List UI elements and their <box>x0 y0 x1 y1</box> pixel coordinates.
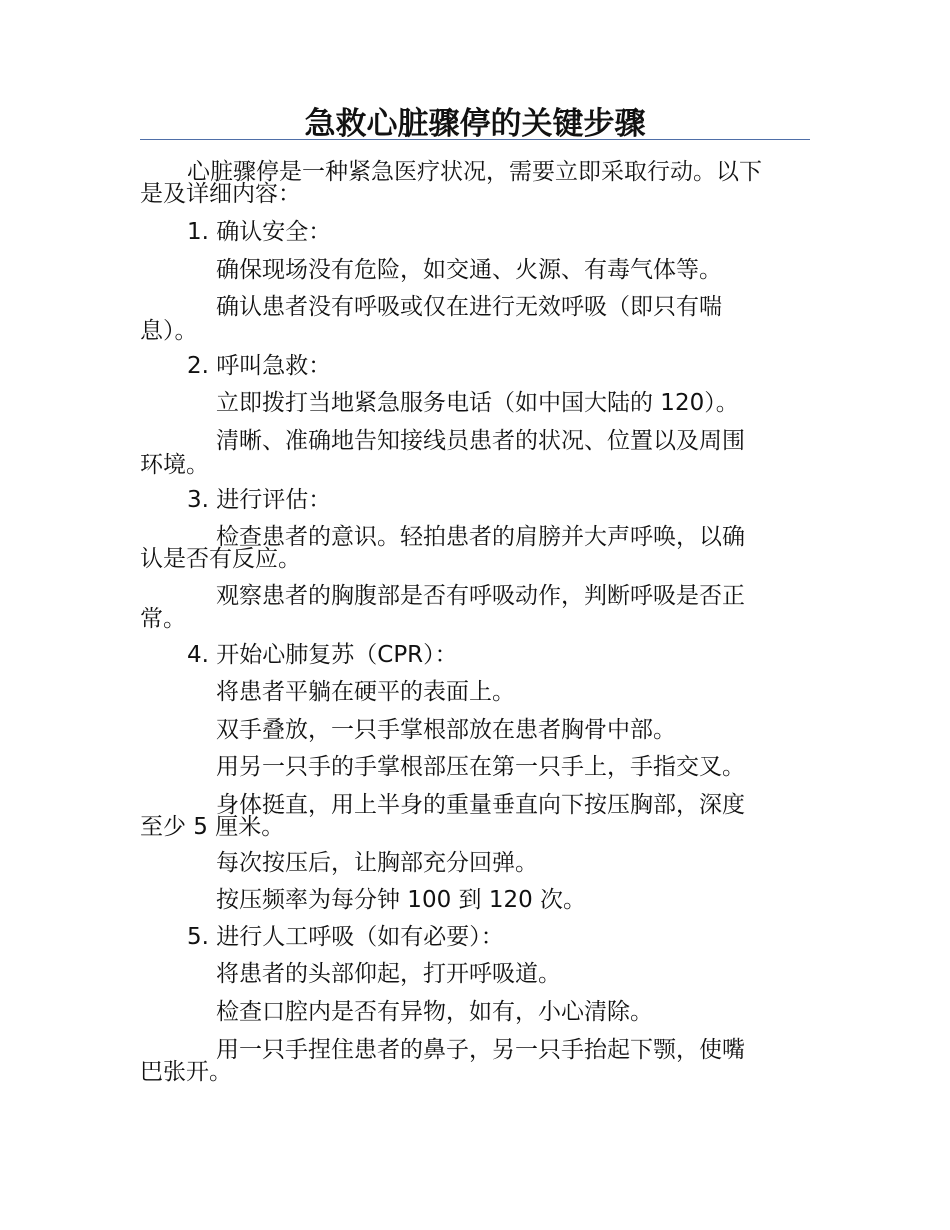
section-2-item-2: 清晰、准确地告知接线员患者的状况、位置以及周围 <box>216 428 745 454</box>
section-4-heading: 4. 开始心肺复苏（CPR）： <box>187 642 458 668</box>
section-2-heading: 2. 呼叫急救： <box>187 353 332 379</box>
section-2-item-1: 立即拨打当地紧急服务电话（如中国大陆的 120）。 <box>216 390 739 416</box>
intro-line-1: 心脏骤停是一种紧急医疗状况，需要立即采取行动。以下 <box>187 159 762 185</box>
section-3-item-2-cont: 常。 <box>140 606 186 632</box>
section-2-item-2-cont: 环境。 <box>140 452 209 478</box>
section-3-item-1: 检查患者的意识。轻拍患者的肩膀并大声呼唤，以确 <box>216 524 745 550</box>
section-4-item-3: 用另一只手的手掌根部压在第一只手上，手指交叉。 <box>216 754 745 780</box>
section-4-item-4: 身体挺直，用上半身的重量垂直向下按压胸部，深度 <box>216 792 745 818</box>
section-3-heading: 3. 进行评估： <box>187 487 332 513</box>
section-5-item-2: 检查口腔内是否有异物，如有，小心清除。 <box>216 999 653 1025</box>
section-3-item-1-cont: 认是否有反应。 <box>140 546 301 572</box>
section-4-item-4-cont: 至少 5 厘米。 <box>140 814 285 840</box>
section-1-heading: 1. 确认安全： <box>187 219 332 245</box>
section-3-item-2: 观察患者的胸腹部是否有呼吸动作，判断呼吸是否正 <box>216 583 745 609</box>
section-4-item-5: 每次按压后，让胸部充分回弹。 <box>216 850 538 876</box>
section-1-item-2-cont: 息）。 <box>140 318 198 344</box>
title-underline <box>140 139 810 140</box>
section-5-item-1: 将患者的头部仰起，打开呼吸道。 <box>216 961 561 987</box>
intro-line-2: 是及详细内容： <box>140 181 301 207</box>
section-5-item-3-cont: 巴张开。 <box>140 1059 232 1085</box>
section-5-item-3: 用一只手捏住患者的鼻子，另一只手抬起下颚，使嘴 <box>216 1037 745 1063</box>
section-5-heading: 5. 进行人工呼吸（如有必要）： <box>187 924 504 950</box>
section-4-item-1: 将患者平躺在硬平的表面上。 <box>216 679 515 705</box>
section-1-item-2: 确认患者没有呼吸或仅在进行无效呼吸（即只有喘 <box>216 294 722 320</box>
section-1-item-1: 确保现场没有危险，如交通、火源、有毒气体等。 <box>216 257 722 283</box>
section-4-item-2: 双手叠放，一只手掌根部放在患者胸骨中部。 <box>216 717 676 743</box>
document-title: 急救心脏骤停的关键步骤 <box>304 106 646 142</box>
section-4-item-6: 按压频率为每分钟 100 到 120 次。 <box>216 887 587 913</box>
